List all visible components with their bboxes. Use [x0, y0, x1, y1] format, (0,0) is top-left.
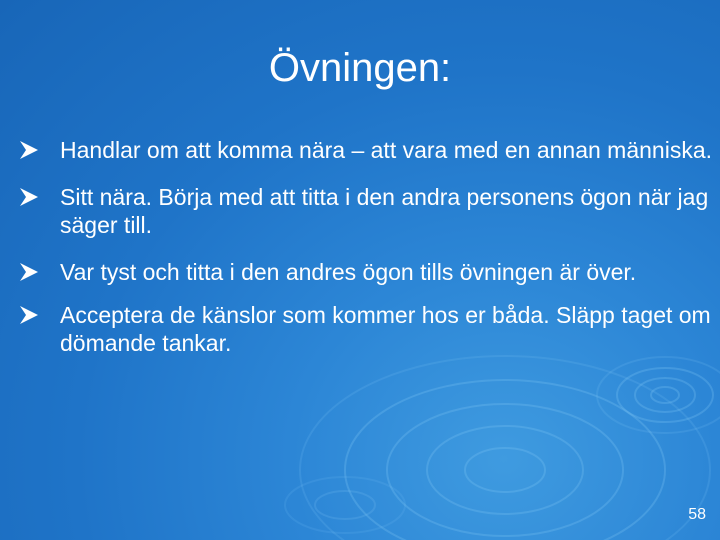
arrowhead-bullet-icon: [18, 186, 40, 208]
arrowhead-bullet-icon: [18, 304, 40, 326]
bullet-text: Var tyst och titta i den andres ögon tills övningen är över.: [60, 259, 637, 285]
bullet-item: [18, 301, 718, 357]
bullet-item: [18, 258, 718, 286]
bullet-text: Sitt nära. Börja med att titta i den andra personens ögon när jag säger till.: [60, 184, 709, 238]
bullet-item: [18, 136, 718, 164]
slide-title: Övningen:: [268, 46, 452, 90]
bullet-item: [18, 183, 718, 239]
bullet-list: [18, 136, 718, 376]
bullet-text: Handlar om att komma nära – att vara med en annan människa.: [60, 137, 713, 163]
arrowhead-bullet-icon: [18, 261, 40, 283]
bullet-text: Acceptera de känslor som kommer hos er båda. Släpp taget om dömande tankar.: [60, 302, 711, 356]
page-number: 58: [688, 506, 706, 523]
arrowhead-bullet-icon: [18, 139, 40, 161]
